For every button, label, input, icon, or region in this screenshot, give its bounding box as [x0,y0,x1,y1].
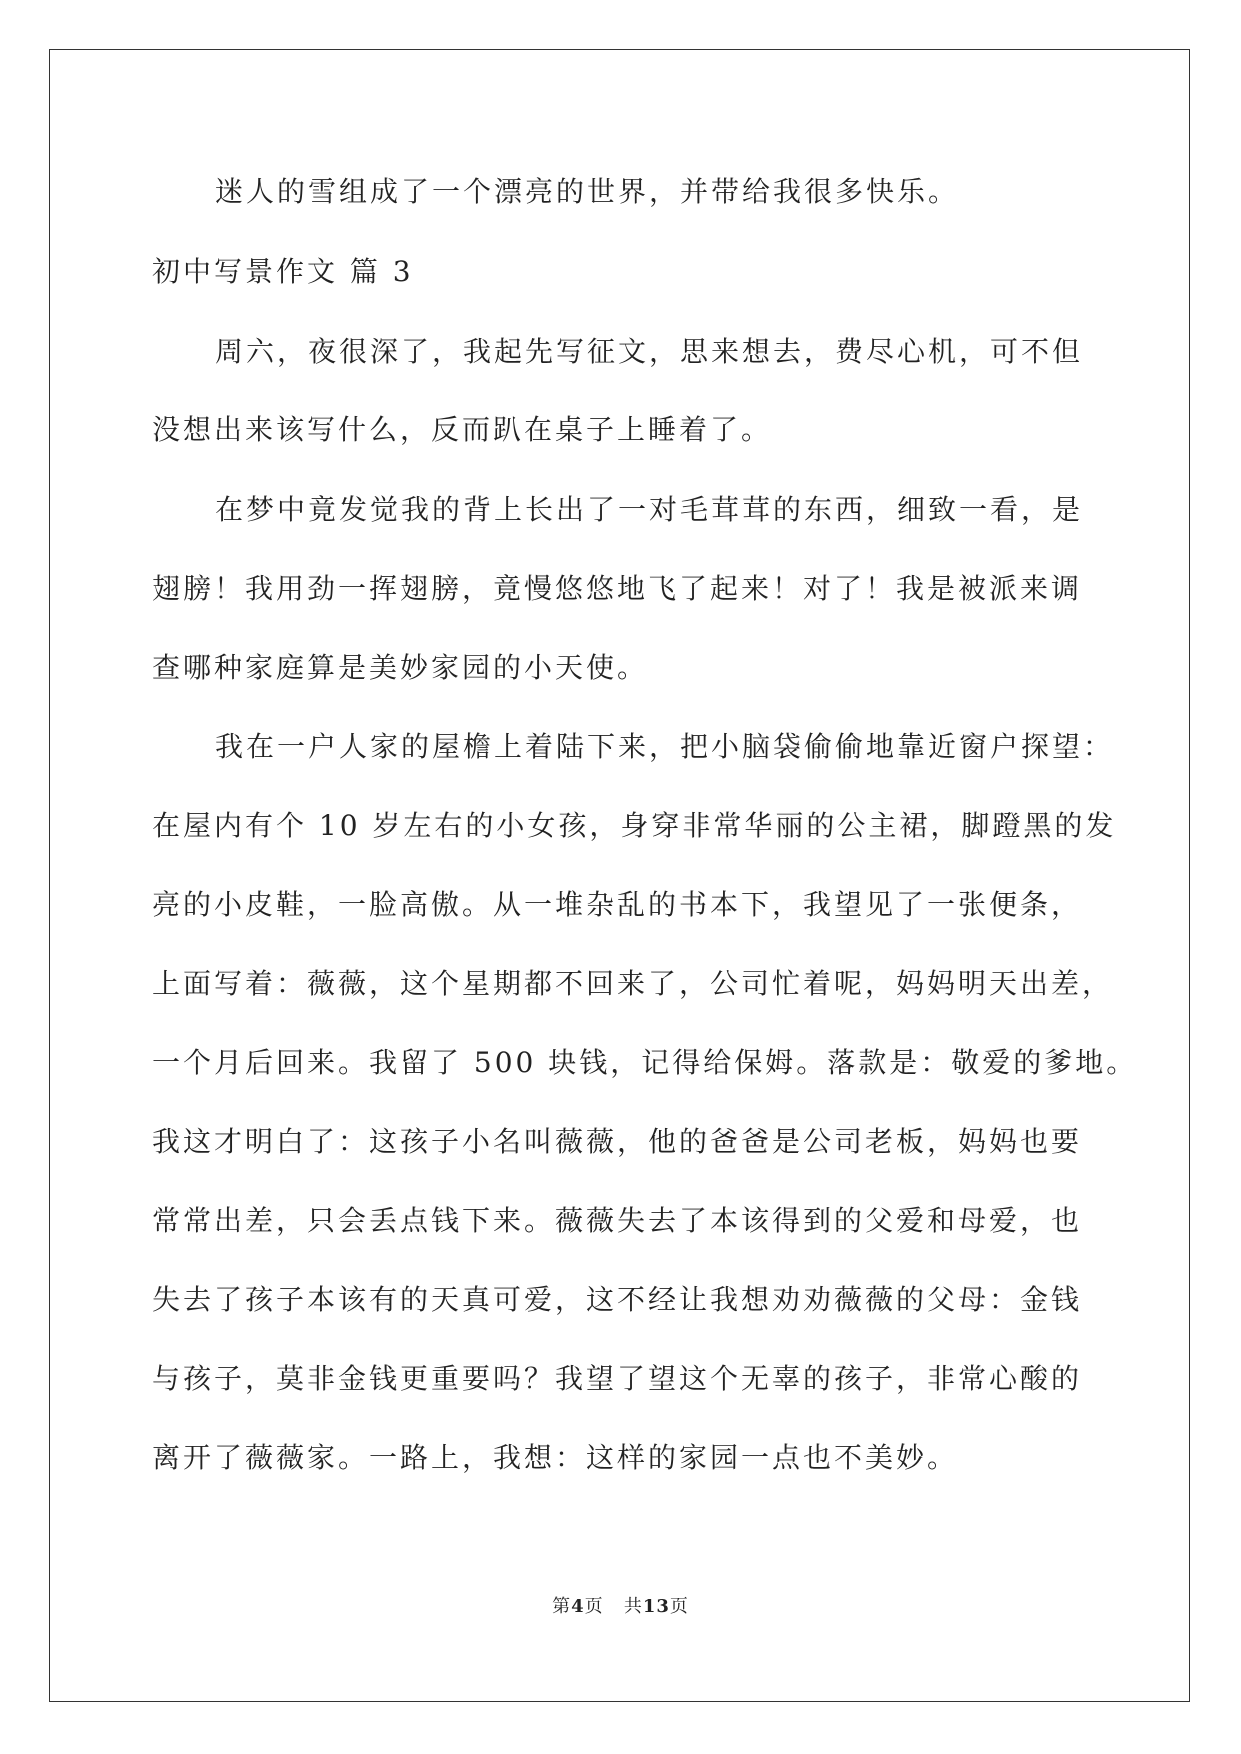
paragraph-line: 离开了薇薇家。一路上，我想：这样的家园一点也不美妙。 [152,1441,959,1474]
paragraph-line: 上面写着：薇薇，这个星期都不回来了，公司忙着呢，妈妈明天出差， [152,967,1114,1000]
paragraph-line: 常常出差，只会丢点钱下来。薇薇失去了本该得到的父爱和母爱，也 [152,1204,1083,1237]
total-suffix: 页 [669,1596,689,1617]
paragraph-line: 没想出来该写什么，反而趴在桌子上睡着了。 [152,413,773,446]
paragraph-line: 我这才明白了：这孩子小名叫薇薇，他的爸爸是公司老板，妈妈也要 [152,1125,1083,1158]
paragraph-line: 周六，夜很深了，我起先写征文，思来想去，费尽心机，可不但 [215,335,1084,368]
paragraph-line: 在屋内有个 10 岁左右的小女孩，身穿非常华丽的公主裙，脚蹬黑的发 [152,809,1117,842]
page-suffix: 页 [584,1596,604,1617]
paragraph-line: 失去了孩子本该有的天真可爱，这不经让我想劝劝薇薇的父母：金钱 [152,1283,1083,1316]
total-prefix: 共 [623,1596,643,1617]
paragraph-line: 在梦中竟发觉我的背上长出了一对毛茸茸的东西，细致一看，是 [215,493,1084,526]
paragraph-line: 我在一户人家的屋檐上着陆下来，把小脑袋偷偷地靠近窗户探望： [215,730,1115,763]
paragraph-line: 翅膀！我用劲一挥翅膀，竟慢悠悠地飞了起来！对了！我是被派来调 [152,572,1083,605]
page-number: 4 [571,1596,585,1617]
paragraph-line: 亮的小皮鞋，一脸高傲。从一堆杂乱的书本下，我望见了一张便条， [152,888,1083,921]
paragraph-line: 与孩子，莫非金钱更重要吗？我望了望这个无辜的孩子，非常心酸的 [152,1362,1083,1395]
paragraph-line: 一个月后回来。我留了 500 块钱，记得给保姆。落款是：敬爱的爹地。 [152,1046,1138,1079]
page-prefix: 第 [552,1596,572,1617]
total-pages: 13 [642,1596,670,1617]
paragraph-line: 迷人的雪组成了一个漂亮的世界，并带给我很多快乐。 [215,175,960,208]
section-heading: 初中写景作文 篇 3 [152,255,414,288]
page-footer [0,1595,1241,1619]
paragraph-line: 查哪种家庭算是美妙家园的小天使。 [152,651,649,684]
